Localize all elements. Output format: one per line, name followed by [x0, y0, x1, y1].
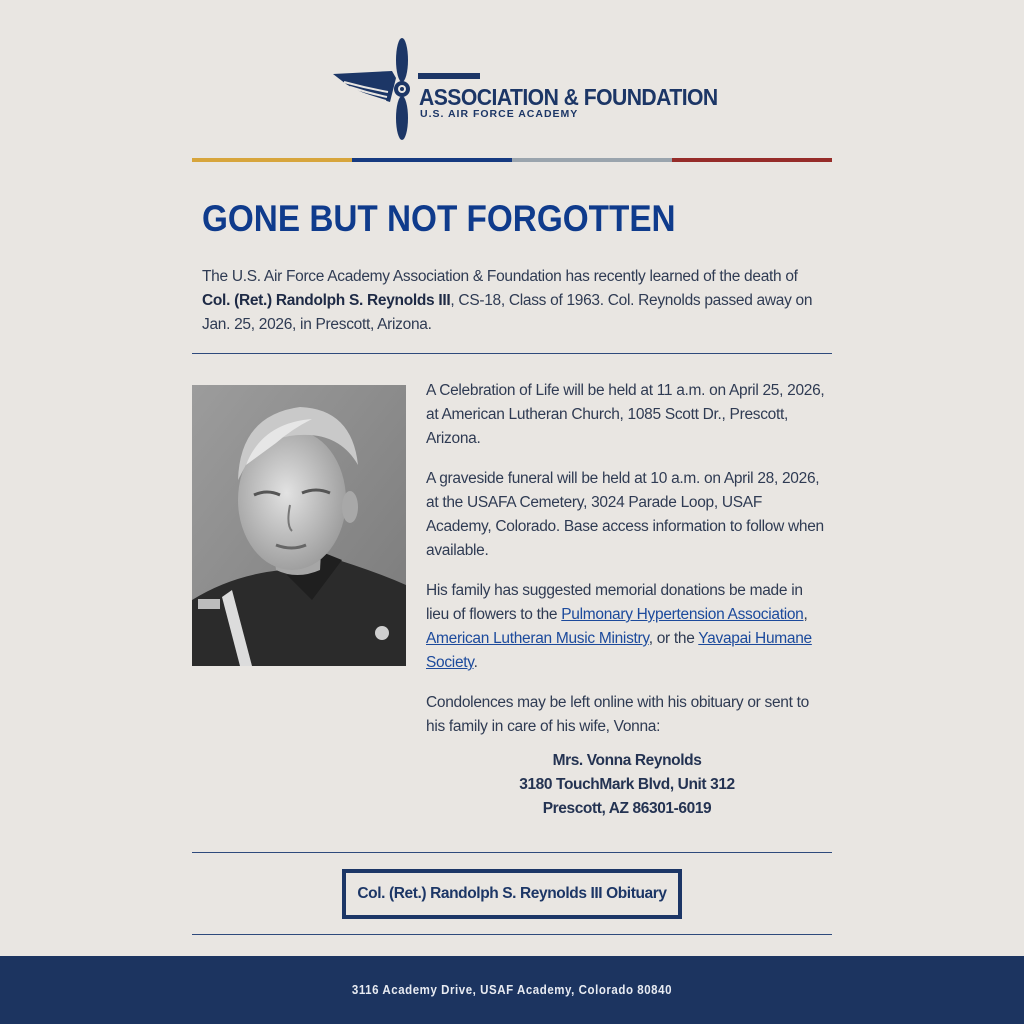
- address-line-1: 3180 TouchMark Blvd, Unit 312: [519, 776, 735, 793]
- stripe-red: [672, 158, 832, 162]
- deceased-name: Col. (Ret.) Randolph S. Reynolds III: [202, 292, 451, 309]
- intro-paragraph: [202, 265, 828, 337]
- divider-top: [192, 353, 832, 354]
- association-logo[interactable]: [332, 38, 718, 142]
- divider-bottom: [192, 934, 832, 935]
- address-name: Mrs. Vonna Reynolds: [552, 752, 702, 769]
- stripe-silver: [512, 158, 672, 162]
- funeral-paragraph: A graveside funeral will be held at 10 a.m. on April 28, 2026, at the USAFA Cemetery, 3024 Parade Loop, USAF Academy, Colorado. Base access information to follow when available.: [426, 470, 824, 559]
- portrait-photo: [192, 385, 406, 666]
- donations-sep-1: ,: [803, 606, 808, 623]
- logo-subtitle: U.S. AIR FORCE ACADEMY: [420, 108, 579, 120]
- link-pulmonary-hypertension[interactable]: Pulmonary Hypertension Association: [561, 606, 804, 623]
- footer-address: 3116 Academy Drive, USAF Academy, Colorado 80840: [351, 983, 673, 997]
- stripe-gold: [192, 158, 352, 162]
- address-line-2: Prescott, AZ 86301-6019: [542, 800, 712, 817]
- intro-text-start: The U.S. Air Force Academy Association & Foundation has recently learned of the death of: [202, 268, 798, 285]
- intro-text-end: , CS-18, Class of 1963. Col. Reynolds passed away on Jan. 25, 2026, in Prescott, Arizona.: [202, 292, 813, 333]
- logo-title: ASSOCIATION & FOUNDATION: [419, 84, 718, 110]
- link-lutheran-music-ministry[interactable]: American Lutheran Music Ministry: [426, 630, 649, 647]
- divider-middle: [192, 852, 832, 853]
- donations-text: His family has suggested memorial donations be made in lieu of flowers to the: [426, 582, 803, 623]
- color-stripe: [192, 158, 832, 162]
- footer: [0, 956, 1024, 1024]
- condolences-paragraph: Condolences may be left online with his obituary or sent to his family in care of his wife, Vonna:: [426, 694, 809, 735]
- link-yavapai-humane-society[interactable]: Yavapai Humane Society: [426, 630, 812, 671]
- donations-paragraph: [426, 579, 828, 675]
- donations-sep-2: , or the: [648, 630, 699, 647]
- celebration-paragraph: A Celebration of Life will be held at 11 a.m. on April 25, 2026, at American Lutheran Church, 1085 Scott Dr., Prescott, Arizona.: [426, 382, 825, 447]
- details-column: [426, 379, 828, 821]
- donations-end: .: [473, 654, 478, 671]
- mailing-address: [426, 749, 828, 821]
- obituary-button[interactable]: Col. (Ret.) Randolph S. Reynolds III Obituary: [342, 869, 682, 919]
- page-title: GONE BUT NOT FORGOTTEN: [202, 198, 676, 239]
- stripe-navy: [352, 158, 512, 162]
- cadet-portrait-image: [192, 385, 406, 666]
